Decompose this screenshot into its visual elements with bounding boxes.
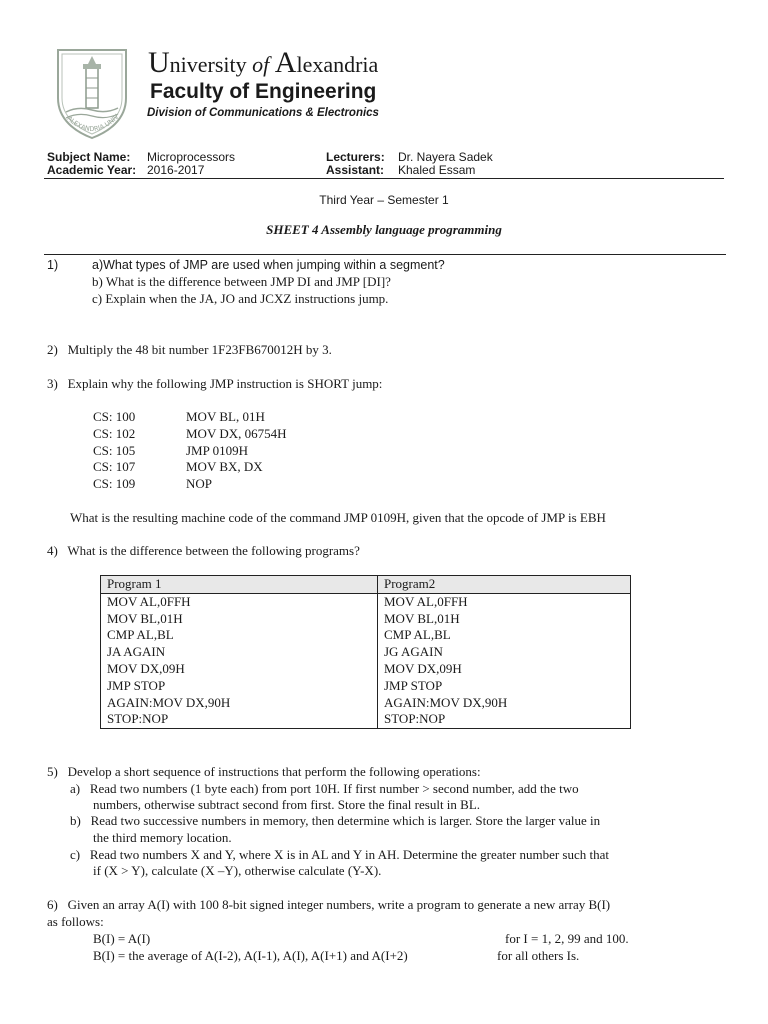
code-address: CS: 107	[93, 459, 136, 474]
year-value: 2016-2017	[147, 163, 205, 177]
university-title: University of Alexandria	[148, 46, 379, 79]
assistant-label: Assistant:	[326, 163, 385, 177]
subject-value: Microprocessors	[147, 150, 236, 164]
program1-cell: CMP AL,BL	[101, 627, 378, 644]
q3-followup: What is the resulting machine code of the command JMP 0109H, given that the opcode of JMP is EBH	[70, 510, 606, 525]
code-address: CS: 100	[93, 409, 136, 424]
q6-eq2-left: B(I) = the average of A(I-2), A(I-1), A(I), A(I+1) and A(I+2)	[93, 948, 408, 963]
table-header-row	[101, 576, 631, 594]
table-row	[101, 711, 631, 728]
subject-label: Subject Name:	[47, 150, 131, 164]
q6-eq2-right: for all others Is.	[497, 948, 580, 963]
lecturers-label: Lecturers:	[326, 150, 385, 164]
table-row	[101, 644, 631, 661]
university-logo	[52, 46, 132, 140]
program2-cell: STOP:NOP	[378, 711, 631, 728]
q5-part-c: c) Read two numbers X and Y, where X is in AL and Y in AH. Determine the greater number such that	[70, 847, 609, 862]
q1-number: 1)	[47, 258, 59, 272]
code-address: CS: 109	[93, 476, 136, 491]
program2-cell: MOV BL,01H	[378, 611, 631, 628]
table-row	[101, 678, 631, 695]
q3-text: 3) Explain why the following JMP instruction is SHORT jump:	[47, 376, 383, 391]
program2-cell: JG AGAIN	[378, 644, 631, 661]
program1-cell: STOP:NOP	[101, 711, 378, 728]
q5-text: 5) Develop a short sequence of instructions that perform the following operations:	[47, 764, 481, 779]
sheet-title: SHEET 4 Assembly language programming	[266, 222, 502, 237]
q1-part-a: a)What types of JMP are used when jumping within a segment?	[92, 258, 445, 272]
q6-eq1-left: B(I) = A(I)	[93, 931, 151, 946]
q4-text: 4) What is the difference between the following programs?	[47, 543, 360, 558]
table-row	[101, 627, 631, 644]
assistant-value: Khaled Essam	[398, 163, 476, 177]
division-title: Division of Communications & Electronics	[147, 107, 379, 119]
code-instruction: JMP 0109H	[186, 443, 249, 458]
code-instruction: MOV BX, DX	[186, 459, 263, 474]
program1-cell: JA AGAIN	[101, 644, 378, 661]
program1-cell: MOV BL,01H	[101, 611, 378, 628]
program2-cell: CMP AL,BL	[378, 627, 631, 644]
code-instruction: MOV BL, 01H	[186, 409, 265, 424]
table-row	[101, 695, 631, 712]
q6-text: 6) Given an array A(I) with 100 8-bit signed integer numbers, write a program to generate a new array B(I)	[47, 897, 611, 912]
semester-line: Third Year – Semester 1	[319, 193, 449, 207]
program1-cell: MOV AL,0FFH	[101, 593, 378, 610]
faculty-title: Faculty of Engineering	[150, 80, 377, 103]
code-instruction: MOV DX, 06754H	[186, 426, 287, 441]
program2-cell: AGAIN:MOV DX,90H	[378, 695, 631, 712]
program1-header: Program 1	[101, 576, 378, 594]
year-label: Academic Year:	[47, 163, 137, 177]
q1-part-b: b) What is the difference between JMP DI and JMP [DI]?	[92, 274, 391, 289]
program1-cell: JMP STOP	[101, 678, 378, 695]
header-rule	[44, 178, 724, 179]
program2-cell: JMP STOP	[378, 678, 631, 695]
q6-text-cont: as follows:	[47, 914, 104, 929]
table-row	[101, 661, 631, 678]
table-row	[101, 611, 631, 628]
q5-part-a: a) Read two numbers (1 byte each) from port 10H. If first number > second number, add the two	[70, 781, 579, 796]
q5-part-a-cont: numbers, otherwise subtract second from first. Store the final result in BL.	[93, 797, 481, 812]
programs-table	[100, 575, 631, 729]
program1-cell: AGAIN:MOV DX,90H	[101, 695, 378, 712]
q2-text: 2) Multiply the 48 bit number 1F23FB670012H by 3.	[47, 342, 332, 357]
q5-part-b: b) Read two successive numbers in memory, then determine which is larger. Store the larger value in	[70, 813, 601, 828]
svg-text:ALEXANDRIA UNIVERSITY: ALEXANDRIA UNIV	[65, 112, 121, 134]
code-address: CS: 105	[93, 443, 136, 458]
table-row	[101, 593, 631, 610]
q6-eq1-right: for I = 1, 2, 99 and 100.	[505, 931, 629, 946]
program2-cell: MOV AL,0FFH	[378, 593, 631, 610]
program2-cell: MOV DX,09H	[378, 661, 631, 678]
code-address: CS: 102	[93, 426, 136, 441]
q5-part-c-cont: if (X > Y), calculate (X –Y), otherwise calculate (Y-X).	[93, 863, 382, 878]
q1-part-c: c) Explain when the JA, JO and JCXZ instructions jump.	[92, 291, 389, 306]
q5-part-b-cont: the third memory location.	[93, 830, 232, 845]
title-rule	[44, 254, 726, 255]
code-instruction: NOP	[186, 476, 213, 491]
program2-header: Program2	[378, 576, 631, 594]
lecturers-value: Dr. Nayera Sadek	[398, 150, 493, 164]
program1-cell: MOV DX,09H	[101, 661, 378, 678]
